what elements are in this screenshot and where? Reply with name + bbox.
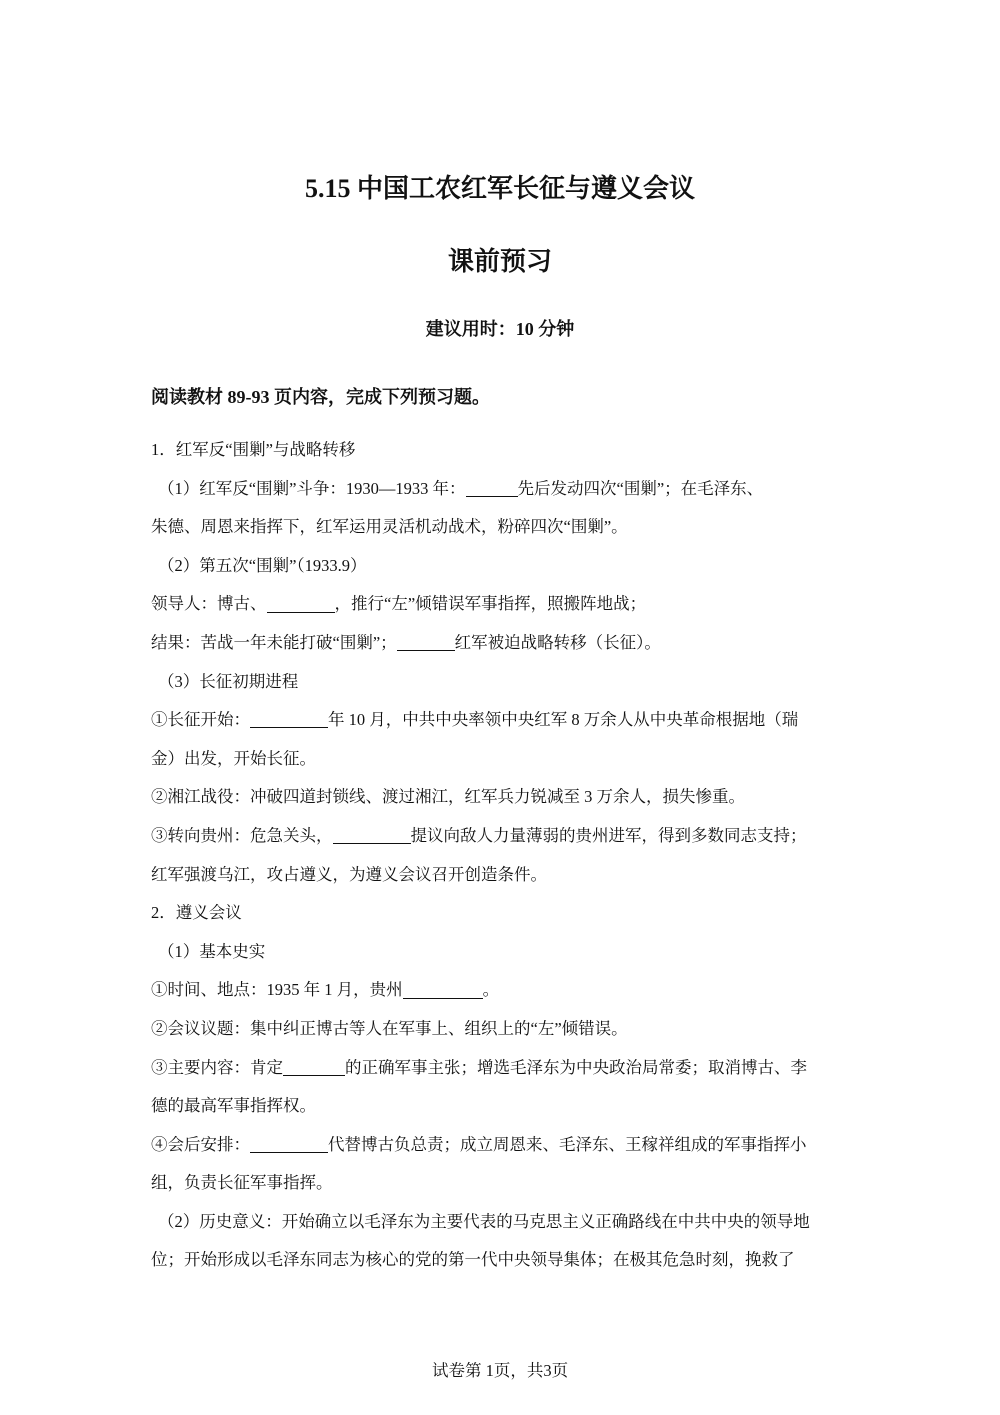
time-hint: 建议用时：10 分钟 [425,319,575,339]
text-line: 领导人：博古、 ，推行“左”倾错误军事指挥，照搬阵地战； [151,594,647,614]
sub-heading: （1）基本史实 [158,941,266,961]
text-line: 红军强渡乌江，攻占遵义，为遵义会议召开创造条件。 [151,864,547,884]
answer-blank[interactable] [267,594,335,612]
answer-blank[interactable] [466,479,518,497]
heading-1: 1．红军反“围剿”与战略转移 [151,440,356,459]
text-line: ③主要内容：肯定 的正确军事主张；增选毛泽东为中央政治局常委；取消博古、李 [151,1057,807,1077]
text-line: 金）出发，开始长征。 [151,748,316,768]
answer-blank[interactable] [333,826,411,844]
text-line: （2）历史意义：开始确立以毛泽东为主要代表的马克思主义正确路线在中共中央的领导地 [158,1211,810,1231]
text-line: 结果：苦战一年未能打破“围剿”； 红军被迫战略转移（长征）。 [151,632,661,652]
text-line: 位；开始形成以毛泽东同志为核心的党的第一代中央领导集体；在极其危急时刻，挽救了 [151,1250,795,1270]
page-title: 5.15 中国工农红军长征与遵义会议 [304,174,695,203]
text-line: ①长征开始： 年 10 月，中共中央率领中央红军 8 万余人从中央革命根据地（瑞 [151,710,799,730]
answer-blank[interactable] [283,1057,345,1075]
answer-blank[interactable] [250,1135,328,1153]
text-line: 组，负责长征军事指挥。 [151,1173,333,1193]
answer-blank[interactable] [397,633,455,651]
text-line: ②湘江战役：冲破四道封锁线、渡过湘江，红军兵力锐减至 3 万余人，损失惨重。 [151,787,745,807]
exercise-body [151,431,851,1280]
heading-2: 2．遵义会议 [151,903,242,923]
text-line: ④会后安排： 代替博古负总责；成立周恩来、毛泽东、王稼祥组成的军事指挥小 [151,1134,807,1154]
sub-heading: （3）长征初期进程 [158,671,299,691]
page-footer: 试卷第 1页，共3页 [431,1361,569,1380]
instruction: 阅读教材 89-93 页内容，完成下列预习题。 [151,387,490,407]
text-line: 德的最高军事指挥权。 [151,1096,316,1116]
text-line: ②会议议题：集中纠正博古等人在军事上、组织上的“左”倾错误。 [151,1018,628,1038]
text-line: ①时间、地点：1935 年 1 月，贵州 。 [151,980,500,1000]
text-line: 朱德、周恩来指挥下，红军运用灵活机动战术，粉碎四次“围剿”。 [151,517,628,537]
answer-blank[interactable] [403,980,483,998]
page-subtitle: 课前预习 [447,247,552,276]
text-line: （1）红军反“围剿”斗争：1930—1933 年： 先后发动四次“围剿”；在毛泽东、 [158,478,764,498]
answer-blank[interactable] [250,710,328,728]
sub-heading: （2）第五次“围剿”（1933.9） [158,555,367,575]
text-line: ③转向贵州：危急关头， 提议向敌人力量薄弱的贵州进军，得到多数同志支持； [151,825,807,845]
